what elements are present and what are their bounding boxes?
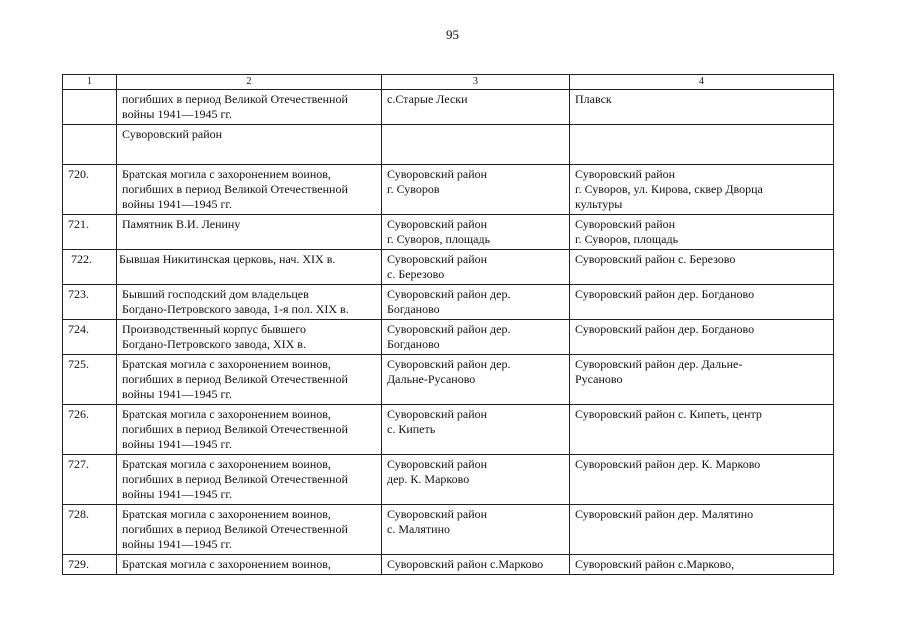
text-line: Суворовский район дер. <box>387 287 511 301</box>
text-line: Русаново <box>575 372 623 386</box>
object-name <box>117 90 382 125</box>
text-line: Суворовский район <box>387 407 488 421</box>
table-row <box>63 285 834 320</box>
page-number: 95 <box>446 27 459 42</box>
object-location <box>382 505 570 555</box>
table-row <box>63 455 834 505</box>
text-line: Суворовский район дер. <box>387 322 511 336</box>
district-heading-row <box>63 125 834 165</box>
header-col-2: 2 <box>117 75 382 90</box>
text-line: войны 1941—1945 гг. <box>122 197 232 211</box>
heritage-registry-table <box>62 74 834 575</box>
object-location <box>382 405 570 455</box>
object-location <box>382 90 570 125</box>
text-line: войны 1941—1945 гг. <box>122 537 232 551</box>
text-line: погибших в период Великой Отечественной <box>122 182 348 196</box>
object-location <box>382 455 570 505</box>
text-line: Суворовский район <box>387 217 488 231</box>
text-line: Богданово <box>387 302 440 316</box>
text-line: Суворовский район дер. Богданово <box>575 322 755 336</box>
text-line: Братская могила с захоронением воинов, <box>122 407 331 421</box>
object-address <box>570 165 834 215</box>
object-address <box>570 250 834 285</box>
text-line: Богданово <box>387 337 440 351</box>
text-line: с. Кипеть <box>387 422 436 436</box>
text-line: Суворовский район с.Марково, <box>575 557 735 571</box>
table-row <box>63 405 834 455</box>
object-address <box>570 405 834 455</box>
row-number: 723. <box>63 285 117 320</box>
row-number <box>63 125 117 165</box>
text-line: Плавск <box>575 92 612 106</box>
empty-cell <box>570 125 834 165</box>
header-col-1: 1 <box>63 75 117 90</box>
object-name <box>117 555 382 575</box>
object-address <box>570 555 834 575</box>
text-line: Суворовский район дер. Богданово <box>575 287 755 301</box>
text-line: Братская могила с захоронением воинов, <box>122 557 331 571</box>
text-line: войны 1941—1945 гг. <box>122 437 232 451</box>
object-name <box>117 455 382 505</box>
text-line: г. Суворов, площадь <box>387 232 491 246</box>
text-line: с.Старые Лески <box>387 92 468 106</box>
text-line: Богдано-Петровского завода, 1-я пол. XIX в. <box>122 302 349 316</box>
table-row <box>63 320 834 355</box>
row-number: 724. <box>63 320 117 355</box>
object-address <box>570 215 834 250</box>
text-line: г. Суворов <box>387 182 440 196</box>
text-line: Дальне-Русаново <box>387 372 476 386</box>
object-location <box>382 320 570 355</box>
header-col-4: 4 <box>570 75 834 90</box>
text-line: г. Суворов, площадь <box>575 232 679 246</box>
row-number: 720. <box>63 165 117 215</box>
header-col-3: 3 <box>382 75 570 90</box>
object-name <box>117 405 382 455</box>
text-line: Памятник В.И. Ленину <box>122 217 241 231</box>
text-line: Богдано-Петровского завода, XIX в. <box>122 337 306 351</box>
object-location <box>382 250 570 285</box>
text-line: Производственный корпус бывшего <box>122 322 306 336</box>
text-line: Суворовский район <box>575 167 676 181</box>
object-location <box>382 285 570 320</box>
text-line: погибших в период Великой Отечественной <box>122 472 348 486</box>
table-row <box>63 555 834 575</box>
text-line: Братская могила с захоронением воинов, <box>122 507 331 521</box>
text-line: дер. К. Марково <box>387 472 470 486</box>
object-name <box>117 355 382 405</box>
object-name <box>117 250 382 285</box>
object-location <box>382 355 570 405</box>
text-line: погибших в период Великой Отечественной <box>122 422 348 436</box>
text-line: Суворовский район <box>387 507 488 521</box>
object-address <box>570 320 834 355</box>
row-number: 726. <box>63 405 117 455</box>
text-line: Суворовский район дер. К. Марково <box>575 457 761 471</box>
text-line: с. Березово <box>387 267 445 281</box>
text-line: погибших в период Великой Отечественной <box>122 372 348 386</box>
district-heading: Суворовский район <box>117 125 382 165</box>
row-number <box>63 90 117 125</box>
text-line: погибших в период Великой Отечественной <box>122 522 348 536</box>
text-line: Суворовский район с.Марково <box>387 557 544 571</box>
object-address <box>570 90 834 125</box>
text-line: г. Суворов, ул. Кирова, сквер Дворца <box>575 182 763 196</box>
text-line: Суворовский район с. Кипеть, центр <box>575 407 762 421</box>
object-location <box>382 165 570 215</box>
row-number: 727. <box>63 455 117 505</box>
row-number: 729. <box>63 555 117 575</box>
text-line: культуры <box>575 197 623 211</box>
table-row <box>63 505 834 555</box>
table-row <box>63 355 834 405</box>
object-location <box>382 215 570 250</box>
object-address <box>570 285 834 320</box>
object-address <box>570 505 834 555</box>
empty-cell <box>382 125 570 165</box>
text-line: Суворовский район дер. <box>387 357 511 371</box>
text-line: Суворовский район дер. Малятино <box>575 507 754 521</box>
text-line: Суворовский район <box>387 252 488 266</box>
table-row <box>63 250 834 285</box>
text-line: Суворовский район дер. Дальне- <box>575 357 743 371</box>
text-line: войны 1941—1945 гг. <box>122 487 232 501</box>
object-name <box>117 165 382 215</box>
table-row <box>63 165 834 215</box>
object-name <box>117 215 382 250</box>
text-line: Бывший господский дом владельцев <box>122 287 309 301</box>
text-line: Бывшая Никитинская церковь, нач. XIX в. <box>119 252 336 266</box>
row-number: 725. <box>63 355 117 405</box>
row-number: 722. <box>63 250 117 285</box>
text-line: войны 1941—1945 гг. <box>122 107 232 121</box>
text-line: Братская могила с захоронением воинов, <box>122 357 331 371</box>
table-body <box>63 90 834 575</box>
row-number: 728. <box>63 505 117 555</box>
text-line: с. Малятино <box>387 522 451 536</box>
text-line: Братская могила с захоронением воинов, <box>122 167 331 181</box>
text-line: Суворовский район <box>387 167 488 181</box>
text-line: погибших в период Великой Отечественной <box>122 92 348 106</box>
object-location <box>382 555 570 575</box>
object-address <box>570 455 834 505</box>
text-line: войны 1941—1945 гг. <box>122 387 232 401</box>
header-row <box>63 75 834 90</box>
text-line: Суворовский район <box>387 457 488 471</box>
continuation-row <box>63 90 834 125</box>
object-name <box>117 505 382 555</box>
text-line: Суворовский район с. Березово <box>575 252 736 266</box>
row-number: 721. <box>63 215 117 250</box>
object-name <box>117 320 382 355</box>
table-row <box>63 215 834 250</box>
object-name <box>117 285 382 320</box>
text-line: Братская могила с захоронением воинов, <box>122 457 331 471</box>
table-header <box>63 75 834 90</box>
object-address <box>570 355 834 405</box>
text-line: Суворовский район <box>575 217 676 231</box>
